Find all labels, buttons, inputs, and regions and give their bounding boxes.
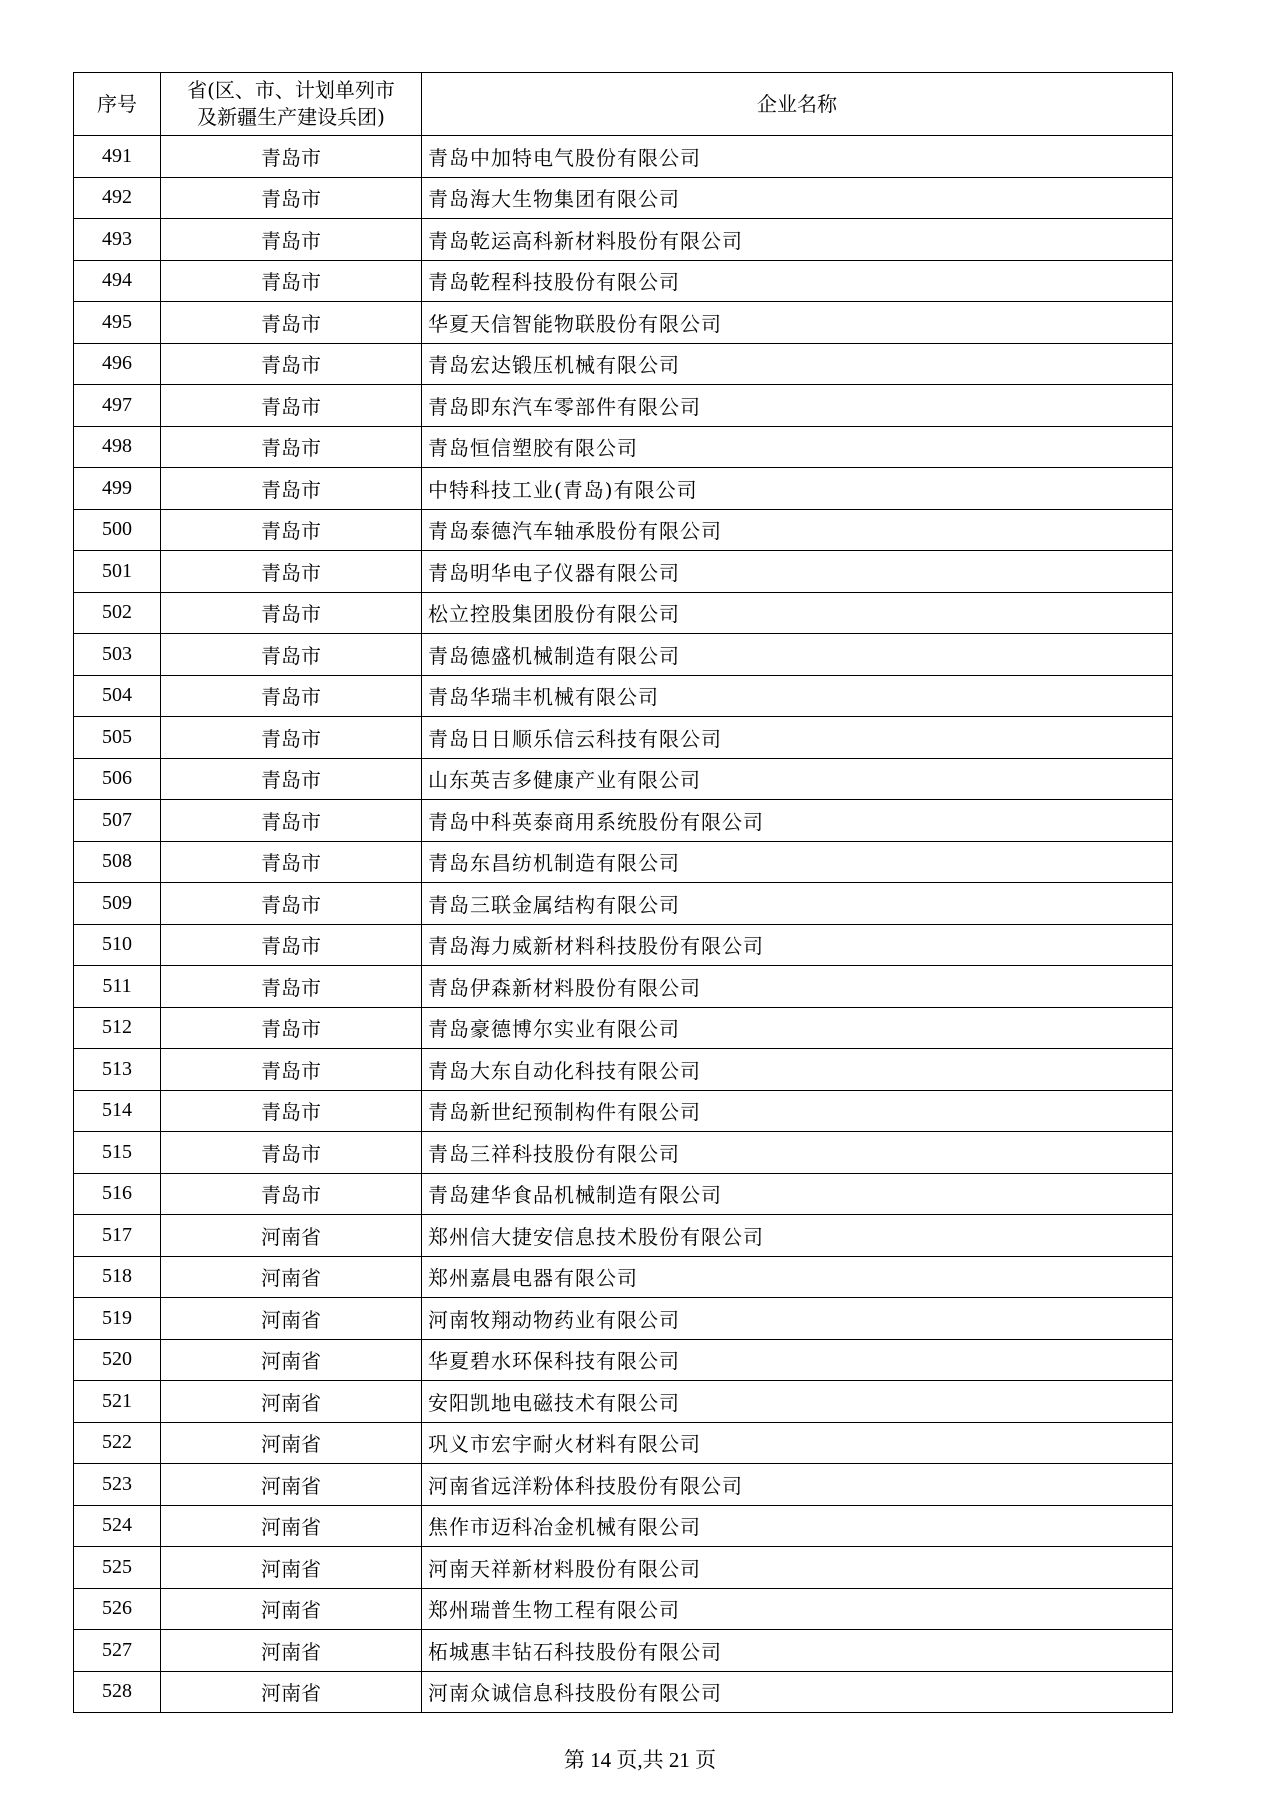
row-company-cell: 华夏碧水环保科技有限公司 <box>422 1339 1173 1381</box>
row-company-cell: 青岛乾程科技股份有限公司 <box>422 260 1173 302</box>
row-index-cell: 498 <box>74 426 161 468</box>
row-index-cell: 520 <box>74 1339 161 1381</box>
row-index-cell: 513 <box>74 1049 161 1091</box>
table-row <box>74 717 1173 759</box>
table-row <box>74 924 1173 966</box>
row-company-cell: 青岛即东汽车零部件有限公司 <box>422 385 1173 427</box>
row-index-cell: 496 <box>74 343 161 385</box>
row-company-cell: 青岛日日顺乐信云科技有限公司 <box>422 717 1173 759</box>
row-province-cell: 河南省 <box>161 1630 422 1672</box>
row-company-cell: 河南牧翔动物药业有限公司 <box>422 1298 1173 1340</box>
table-body <box>74 136 1173 1713</box>
row-index-cell: 528 <box>74 1671 161 1713</box>
row-province-cell: 青岛市 <box>161 758 422 800</box>
row-province-cell: 河南省 <box>161 1464 422 1506</box>
table-row <box>74 800 1173 842</box>
table-row <box>74 1132 1173 1174</box>
table-row <box>74 1630 1173 1672</box>
row-index-cell: 515 <box>74 1132 161 1174</box>
row-company-cell: 郑州嘉晨电器有限公司 <box>422 1256 1173 1298</box>
row-index-cell: 525 <box>74 1547 161 1589</box>
row-index-cell: 501 <box>74 551 161 593</box>
row-index-cell: 492 <box>74 177 161 219</box>
table-row <box>74 551 1173 593</box>
row-index-cell: 504 <box>74 675 161 717</box>
row-index-cell: 507 <box>74 800 161 842</box>
table-row <box>74 758 1173 800</box>
row-index-cell: 523 <box>74 1464 161 1506</box>
row-province-cell: 青岛市 <box>161 385 422 427</box>
row-company-cell: 青岛三联金属结构有限公司 <box>422 883 1173 925</box>
row-company-cell: 青岛德盛机械制造有限公司 <box>422 634 1173 676</box>
row-province-cell: 青岛市 <box>161 177 422 219</box>
row-province-cell: 青岛市 <box>161 592 422 634</box>
row-company-cell: 青岛新世纪预制构件有限公司 <box>422 1090 1173 1132</box>
row-company-cell: 青岛华瑞丰机械有限公司 <box>422 675 1173 717</box>
row-index-cell: 510 <box>74 924 161 966</box>
table-row <box>74 883 1173 925</box>
row-company-cell: 山东英吉多健康产业有限公司 <box>422 758 1173 800</box>
table-row <box>74 426 1173 468</box>
row-company-cell: 河南省远洋粉体科技股份有限公司 <box>422 1464 1173 1506</box>
row-company-cell: 河南众诚信息科技股份有限公司 <box>422 1671 1173 1713</box>
table-row <box>74 1671 1173 1713</box>
row-province-cell: 河南省 <box>161 1381 422 1423</box>
row-province-cell: 青岛市 <box>161 966 422 1008</box>
row-index-cell: 517 <box>74 1215 161 1257</box>
table-row <box>74 1173 1173 1215</box>
row-index-cell: 522 <box>74 1422 161 1464</box>
row-index-cell: 500 <box>74 509 161 551</box>
row-index-cell: 509 <box>74 883 161 925</box>
table-row <box>74 385 1173 427</box>
table-row <box>74 343 1173 385</box>
row-index-cell: 503 <box>74 634 161 676</box>
table-row <box>74 966 1173 1008</box>
table-row <box>74 1049 1173 1091</box>
row-province-cell: 河南省 <box>161 1256 422 1298</box>
row-index-cell: 494 <box>74 260 161 302</box>
row-company-cell: 青岛恒信塑胶有限公司 <box>422 426 1173 468</box>
row-index-cell: 512 <box>74 1007 161 1049</box>
row-province-cell: 河南省 <box>161 1547 422 1589</box>
row-company-cell: 青岛大东自动化科技有限公司 <box>422 1049 1173 1091</box>
row-company-cell: 青岛海大生物集团有限公司 <box>422 177 1173 219</box>
row-province-cell: 青岛市 <box>161 219 422 261</box>
row-company-cell: 青岛东昌纺机制造有限公司 <box>422 841 1173 883</box>
table-row <box>74 177 1173 219</box>
row-company-cell: 青岛中加特电气股份有限公司 <box>422 136 1173 178</box>
row-province-cell: 青岛市 <box>161 717 422 759</box>
row-index-cell: 491 <box>74 136 161 178</box>
row-province-cell: 青岛市 <box>161 1049 422 1091</box>
page-footer: 第 14 页,共 21 页 <box>563 1748 717 1772</box>
row-province-cell: 青岛市 <box>161 1007 422 1049</box>
row-company-cell: 郑州信大捷安信息技术股份有限公司 <box>422 1215 1173 1257</box>
table-row <box>74 1422 1173 1464</box>
row-index-cell: 521 <box>74 1381 161 1423</box>
row-province-cell: 青岛市 <box>161 1173 422 1215</box>
row-province-cell: 青岛市 <box>161 302 422 344</box>
row-company-cell: 安阳凯地电磁技术有限公司 <box>422 1381 1173 1423</box>
row-company-cell: 河南天祥新材料股份有限公司 <box>422 1547 1173 1589</box>
row-index-cell: 499 <box>74 468 161 510</box>
header-company: 企业名称 <box>422 73 1173 136</box>
row-company-cell: 青岛三祥科技股份有限公司 <box>422 1132 1173 1174</box>
row-province-cell: 青岛市 <box>161 426 422 468</box>
table-row <box>74 1090 1173 1132</box>
row-province-cell: 青岛市 <box>161 551 422 593</box>
table-row <box>74 1464 1173 1506</box>
row-province-cell: 河南省 <box>161 1505 422 1547</box>
table-row <box>74 1381 1173 1423</box>
table-row <box>74 1007 1173 1049</box>
row-province-cell: 青岛市 <box>161 841 422 883</box>
row-province-cell: 青岛市 <box>161 675 422 717</box>
header-province-line2: 及新疆生产建设兵团) <box>197 105 385 129</box>
row-province-cell: 青岛市 <box>161 260 422 302</box>
row-index-cell: 518 <box>74 1256 161 1298</box>
row-company-cell: 青岛中科英泰商用系统股份有限公司 <box>422 800 1173 842</box>
row-index-cell: 527 <box>74 1630 161 1672</box>
row-province-cell: 河南省 <box>161 1339 422 1381</box>
table-row <box>74 1256 1173 1298</box>
header-index: 序号 <box>74 73 161 136</box>
table-row <box>74 634 1173 676</box>
row-province-cell: 青岛市 <box>161 509 422 551</box>
row-index-cell: 506 <box>74 758 161 800</box>
row-province-cell: 河南省 <box>161 1671 422 1713</box>
row-index-cell: 511 <box>74 966 161 1008</box>
row-index-cell: 514 <box>74 1090 161 1132</box>
row-province-cell: 青岛市 <box>161 883 422 925</box>
row-company-cell: 焦作市迈科冶金机械有限公司 <box>422 1505 1173 1547</box>
row-province-cell: 青岛市 <box>161 634 422 676</box>
row-company-cell: 青岛建华食品机械制造有限公司 <box>422 1173 1173 1215</box>
row-province-cell: 河南省 <box>161 1588 422 1630</box>
table-row <box>74 1339 1173 1381</box>
row-index-cell: 502 <box>74 592 161 634</box>
row-index-cell: 516 <box>74 1173 161 1215</box>
table-row <box>74 468 1173 510</box>
table-row <box>74 592 1173 634</box>
row-province-cell: 青岛市 <box>161 343 422 385</box>
header-province <box>161 73 422 136</box>
row-company-cell: 青岛宏达锻压机械有限公司 <box>422 343 1173 385</box>
table-row <box>74 1547 1173 1589</box>
row-index-cell: 526 <box>74 1588 161 1630</box>
table-row <box>74 1505 1173 1547</box>
row-province-cell: 青岛市 <box>161 1090 422 1132</box>
table-row <box>74 136 1173 178</box>
row-province-cell: 青岛市 <box>161 468 422 510</box>
row-company-cell: 中特科技工业(青岛)有限公司 <box>422 468 1173 510</box>
header-province-line1: 省(区、市、计划单列市 <box>187 78 395 102</box>
row-province-cell: 河南省 <box>161 1422 422 1464</box>
row-index-cell: 497 <box>74 385 161 427</box>
row-company-cell: 松立控股集团股份有限公司 <box>422 592 1173 634</box>
table-header-row <box>74 73 1173 136</box>
row-index-cell: 524 <box>74 1505 161 1547</box>
row-company-cell: 青岛泰德汽车轴承股份有限公司 <box>422 509 1173 551</box>
row-province-cell: 青岛市 <box>161 924 422 966</box>
row-company-cell: 青岛海力威新材料科技股份有限公司 <box>422 924 1173 966</box>
row-index-cell: 508 <box>74 841 161 883</box>
table-row <box>74 675 1173 717</box>
table-row <box>74 219 1173 261</box>
table-row <box>74 1588 1173 1630</box>
row-province-cell: 青岛市 <box>161 136 422 178</box>
row-company-cell: 青岛豪德博尔实业有限公司 <box>422 1007 1173 1049</box>
table-row <box>74 509 1173 551</box>
row-province-cell: 河南省 <box>161 1215 422 1257</box>
row-province-cell: 青岛市 <box>161 800 422 842</box>
table-row <box>74 260 1173 302</box>
row-company-cell: 华夏天信智能物联股份有限公司 <box>422 302 1173 344</box>
enterprise-list-table <box>73 72 1173 1713</box>
row-index-cell: 505 <box>74 717 161 759</box>
table-row <box>74 1215 1173 1257</box>
row-index-cell: 495 <box>74 302 161 344</box>
row-company-cell: 青岛明华电子仪器有限公司 <box>422 551 1173 593</box>
table-row <box>74 1298 1173 1340</box>
row-company-cell: 柘城惠丰钻石科技股份有限公司 <box>422 1630 1173 1672</box>
row-province-cell: 河南省 <box>161 1298 422 1340</box>
row-company-cell: 郑州瑞普生物工程有限公司 <box>422 1588 1173 1630</box>
row-company-cell: 巩义市宏宇耐火材料有限公司 <box>422 1422 1173 1464</box>
row-company-cell: 青岛乾运高科新材料股份有限公司 <box>422 219 1173 261</box>
row-index-cell: 493 <box>74 219 161 261</box>
row-province-cell: 青岛市 <box>161 1132 422 1174</box>
table-row <box>74 302 1173 344</box>
row-company-cell: 青岛伊森新材料股份有限公司 <box>422 966 1173 1008</box>
row-index-cell: 519 <box>74 1298 161 1340</box>
table-row <box>74 841 1173 883</box>
